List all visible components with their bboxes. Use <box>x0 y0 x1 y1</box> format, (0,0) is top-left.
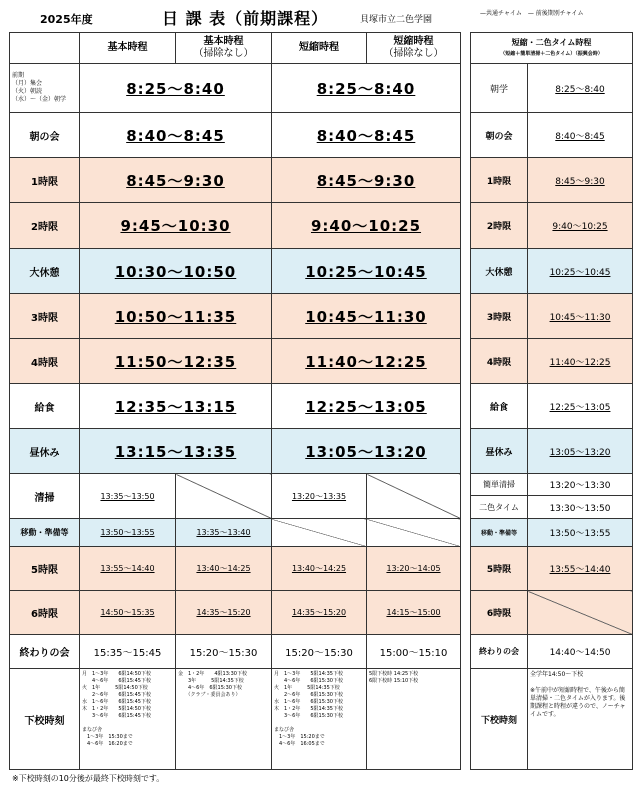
side-row: 1時限 8:45〜9:30 <box>471 158 633 203</box>
page-title: 日 課 表（前期課程） <box>162 9 329 28</box>
row-label: 終わりの会 <box>10 635 80 669</box>
row-label: 1時限 <box>10 158 80 203</box>
empty-cell <box>528 591 633 635</box>
time-basic: 9:45〜10:30 <box>80 203 272 249</box>
time-basic: 13:55〜14:40 <box>80 547 176 591</box>
time-basic: 14:50〜15:35 <box>80 591 176 635</box>
row-label: 3時限 <box>10 294 80 339</box>
time-short: 12:25〜13:05 <box>272 384 461 429</box>
dismissal-short-note: 月 1～3年 5限14:35下校 4～6年 6限15:30下校 火 1年 5限14:35下校 2～6年 6限15:30下校 水 1～6年 6限15:30下校 木 1・2年 5限14:35下校 3～6年 6限15:30下校 まなび舎 1～3年 15:20まで 4～6年 16:05まで <box>272 669 367 770</box>
row-label: 清掃 <box>10 474 80 519</box>
time-basic-nc: 13:35〜13:40 <box>176 519 272 547</box>
row-closing <box>10 635 461 669</box>
time-short-nc: 14:15〜15:00 <box>367 591 461 635</box>
time-short: 10:25〜10:45 <box>272 249 461 294</box>
row-noon-break <box>10 429 461 474</box>
row-label: 給食 <box>10 384 80 429</box>
row-moving <box>10 519 461 547</box>
time-basic-nc: 14:35〜15:20 <box>176 591 272 635</box>
row-label: 下校時刻 <box>10 669 80 770</box>
side-row-period-5: 5時限 13:55〜14:40 <box>471 547 633 591</box>
row-dismissal <box>10 669 461 770</box>
side-row-closing: 終わりの会 14:40〜14:50 <box>471 635 633 669</box>
dismissal-basic-note: 月 1～3年 6限14:50下校 4～6年 6限15:45下校 火 1年 5限14:50下校 2～6年 6限15:45下校 水 1～6年 6限15:45下校 木 1・2年 5限14:50下校 3～6年 6限15:45下校 まなび舎 1～3年 15:30まで 4～6年 16:20まで <box>80 669 176 770</box>
empty-cell <box>176 474 272 519</box>
empty-cell <box>367 474 461 519</box>
time-short: 10:45〜11:30 <box>272 294 461 339</box>
row-label: 昼休み <box>10 429 80 474</box>
time-basic: 8:40〜8:45 <box>80 113 272 158</box>
row-label: 朝の会 <box>10 113 80 158</box>
col-short-no-clean: 短縮時程 （掃除なし） <box>367 33 461 64</box>
main-timetable <box>9 32 461 770</box>
time-short: 13:40〜14:25 <box>272 547 367 591</box>
time-short: 8:25〜8:40 <box>272 64 461 113</box>
row-label: 4時限 <box>10 339 80 384</box>
row-label: 前期 （月）集会 （火）朝読 （水）～（金）朝学 <box>10 64 80 113</box>
row-lunch <box>10 384 461 429</box>
footnote: ※下校時刻の10分後が最終下校時刻です。 <box>12 774 165 783</box>
row-period-1 <box>10 158 461 203</box>
time-basic-nc: 13:40〜14:25 <box>176 547 272 591</box>
time-basic: 13:15〜13:35 <box>80 429 272 474</box>
time-basic: 8:25〜8:40 <box>80 64 272 113</box>
side-row: 2時限 9:40〜10:25 <box>471 203 633 249</box>
column-header-row <box>10 33 461 64</box>
time-short: 9:40〜10:25 <box>272 203 461 249</box>
row-label: 5時限 <box>10 547 80 591</box>
side-row: 昼休み 13:05〜13:20 <box>471 429 633 474</box>
school-year: 2025年度 <box>40 13 93 26</box>
empty-cell <box>272 519 367 547</box>
time-basic: 15:35〜15:45 <box>80 635 176 669</box>
side-row: 3時限 10:45〜11:30 <box>471 294 633 339</box>
row-period-4 <box>10 339 461 384</box>
side-row: 給食 12:25〜13:05 <box>471 384 633 429</box>
dismissal-short-nc-note: 5限下校時 14:25下校 6限下校時 15:10下校 <box>367 669 461 770</box>
time-basic: 13:35〜13:50 <box>80 474 176 519</box>
side-row: 4時限 11:40〜12:25 <box>471 339 633 384</box>
row-label: 6時限 <box>10 591 80 635</box>
time-basic: 8:45〜9:30 <box>80 158 272 203</box>
row-period-6 <box>10 591 461 635</box>
time-basic: 10:50〜11:35 <box>80 294 272 339</box>
row-morning <box>10 64 461 113</box>
row-period-5 <box>10 547 461 591</box>
time-short-nc: 15:00〜15:10 <box>367 635 461 669</box>
time-short: 8:45〜9:30 <box>272 158 461 203</box>
col-short: 短縮時程 <box>272 33 367 64</box>
time-short: 13:05〜13:20 <box>272 429 461 474</box>
time-basic: 11:50〜12:35 <box>80 339 272 384</box>
time-short: 8:40〜8:45 <box>272 113 461 158</box>
side-row-period-6: 6時限 <box>471 591 633 635</box>
row-cleaning <box>10 474 461 519</box>
time-short: 15:20〜15:30 <box>272 635 367 669</box>
col-basic: 基本時程 <box>80 33 176 64</box>
empty-cell <box>367 519 461 547</box>
header-blank <box>10 33 80 64</box>
time-short: 11:40〜12:25 <box>272 339 461 384</box>
page-header <box>0 0 640 30</box>
time-short: 13:20〜13:35 <box>272 474 367 519</box>
side-row-moving: 移動・準備等 13:50〜13:55 <box>471 519 633 547</box>
side-row: 大休憩 10:25〜10:45 <box>471 249 633 294</box>
row-period-2 <box>10 203 461 249</box>
side-row: 朝学 8:25〜8:40 <box>471 64 633 113</box>
side-header: 短縮・二色タイム時程 （短縮＋簡単清掃＋二色タイム）（振興会時） <box>471 33 633 64</box>
row-label: 移動・準備等 <box>10 519 80 547</box>
time-short-nc: 13:20〜14:05 <box>367 547 461 591</box>
side-row: 朝の会 8:40〜8:45 <box>471 113 633 158</box>
col-basic-no-clean: 基本時程 （掃除なし） <box>176 33 272 64</box>
chime-legend: —共通チャイム — 前後期別チャイム <box>480 10 584 17</box>
row-long-break <box>10 249 461 294</box>
row-label: 2時限 <box>10 203 80 249</box>
side-row-simple-clean: 簡単清掃 13:20〜13:30 <box>471 474 633 496</box>
side-header-row <box>471 33 633 64</box>
row-label: 大休憩 <box>10 249 80 294</box>
time-basic: 10:30〜10:50 <box>80 249 272 294</box>
row-period-3 <box>10 294 461 339</box>
row-homeroom <box>10 113 461 158</box>
side-dismissal-note: 全学年14:50～下校 ※午前中が短縮時程で、午後から簡単清掃・二色タイムが入ります。後期課程と時程が違うので、ノーチャイムです。 <box>528 669 633 770</box>
time-basic: 13:50〜13:55 <box>80 519 176 547</box>
side-timetable <box>470 32 633 770</box>
time-basic: 12:35〜13:15 <box>80 384 272 429</box>
side-row-nishiki-time: 二色タイム 13:30〜13:50 <box>471 496 633 519</box>
side-row-dismissal: 下校時刻 全学年14:50～下校 ※午前中が短縮時程で、午後から簡単清掃・二色タイムが入ります。後期課程と時程が違うので、ノーチャイムです。 <box>471 669 633 770</box>
time-basic-nc: 15:20〜15:30 <box>176 635 272 669</box>
school-name: 貝塚市立二色学園 <box>360 15 433 25</box>
dismissal-basic-nc-note: 金 1・2年 4限13:30下校 3年 5限14:35下校 4～6年 6限15:30下校 （クラブ・委員会あり） <box>176 669 272 770</box>
time-short: 14:35〜15:20 <box>272 591 367 635</box>
